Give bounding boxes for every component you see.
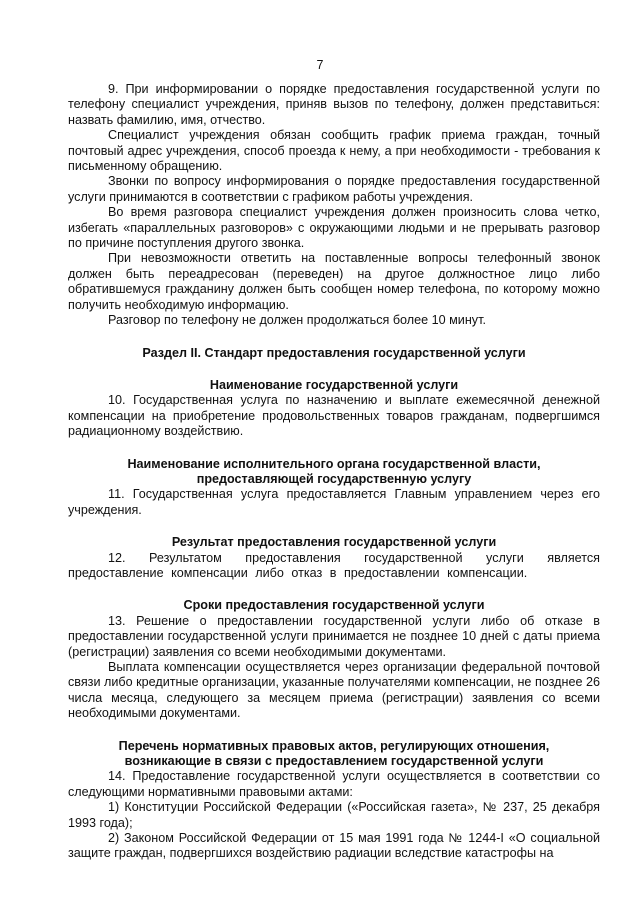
section-2-heading: Раздел II. Стандарт предоставления государственной услуги <box>142 345 526 360</box>
document-body <box>68 82 600 862</box>
executive-body-heading-line2: предоставляющей государственную услугу <box>196 471 472 486</box>
service-name-heading: Наименование государственной услуги <box>209 377 459 392</box>
paragraph-9-conversation: Во время разговора специалист учреждения должен произносить слова четко, избегать «параллельных разговоров» с окружающими людьми и не прерывать разговор по причине поступления другого звонка. <box>68 205 600 251</box>
executive-body-heading-line1: Наименование исполнительного органа государственной власти, <box>127 456 541 471</box>
paragraph-10: 10. Государственная услуга по назначению и выплате ежемесячной денежной компенсации на приобретение продовольственных товаров гражданам, подвергшимся радиационному воздействию. <box>68 393 600 439</box>
result-heading: Результат предоставления государственной услуги <box>171 535 497 550</box>
paragraph-9: 9. При информировании о порядке предоставления государственной услуги по телефону специалист учреждения, приняв вызов по телефону, должен представиться: назвать фамилию, имя, отчество. <box>68 82 600 127</box>
page-number: 7 <box>316 58 324 72</box>
legal-act-2: 2) Законом Российской Федерации от 15 мая 1991 года № 1244-I «О социальной защите граждан, подвергшихся воздействию радиации вследствие катастрофы на <box>68 831 600 861</box>
paragraph-14: 14. Предоставление государственной услуги осуществляется в соответствии со следующими нормативными правовыми актами: <box>68 769 600 799</box>
paragraph-11: 11. Государственная услуга предоставляется Главным управлением через его учреждения. <box>68 487 600 517</box>
legal-act-1: 1) Конституции Российской Федерации («Российская газета», № 237, 25 декабря 1993 года); <box>68 800 600 830</box>
paragraph-13-payment: Выплата компенсации осуществляется через организации федеральной почтовой связи либо кредитные организации, указанные получателями компенсации, не позднее 26 числа месяца, следующего за месяцем приема (регистрации) заявления со всеми необходимыми документами. <box>68 660 600 721</box>
legal-acts-heading-line1: Перечень нормативных правовых актов, регулирующих отношения, <box>118 738 550 753</box>
paragraph-13: 13. Решение о предоставлении государственной услуги либо об отказе в предоставлении государственной услуги принимается не позднее 10 дней с даты приема (регистрации) заявления со всеми необходимыми документами. <box>68 613 600 659</box>
paragraph-9-calls: Звонки по вопросу информирования о порядке предоставления государственной услуги принимаются в соответствии с графиком работы учреждения. <box>68 174 600 204</box>
paragraph-9-schedule: Специалист учреждения обязан сообщить график приема граждан, точный почтовый адрес учреждения, способ проезда к нему, а при необходимости - требования к письменному обращению. <box>68 128 600 174</box>
legal-acts-heading-line2: возникающие в связи с предоставлением государственной услуги <box>124 754 544 769</box>
terms-heading: Сроки предоставления государственной услуги <box>183 598 485 613</box>
paragraph-12: 12. Результатом предоставления государственной услуги является предоставление компенсации либо отказ в предоставлении компенсации. <box>68 550 600 580</box>
paragraph-9-redirect: При невозможности ответить на поставленные вопросы телефонный звонок должен быть переадресован (переведен) на другое должностное лицо либо обратившемуся гражданину должен быть сообщен номер телефона, по которому можно получить необходимую информацию. <box>68 251 600 312</box>
paragraph-9-duration: Разговор по телефону не должен продолжаться более 10 минут. <box>108 313 486 328</box>
